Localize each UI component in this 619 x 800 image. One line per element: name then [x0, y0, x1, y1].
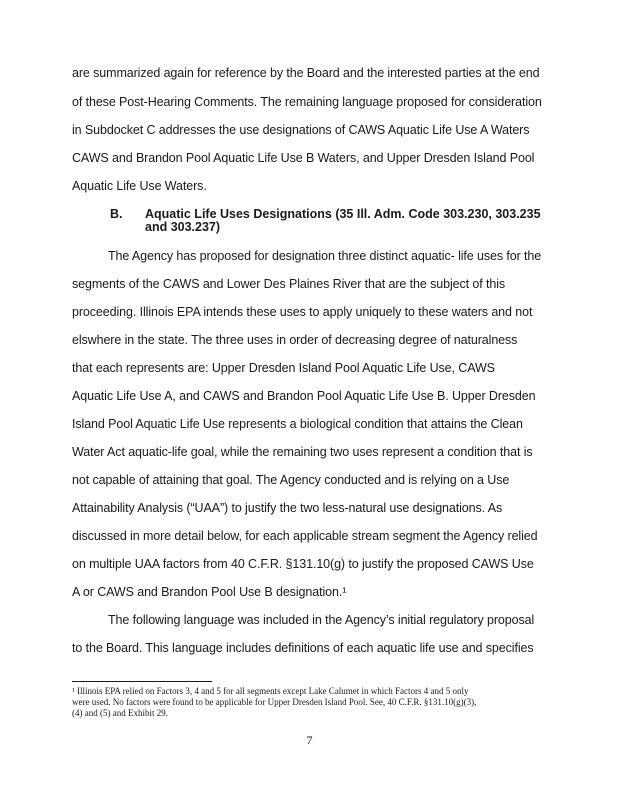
paragraph-3-line-1: The following language was included in the Agency’s initial regulatory proposal — [108, 613, 535, 627]
paragraph-1-line-4: CAWS and Brandon Pool Aquatic Life Use B Waters, and Upper Dresden Island Pool — [72, 151, 535, 165]
paragraph-2-line-6: Aquatic Life Use A, and CAWS and Brandon Pool Aquatic Life Use B. Upper Dresden — [72, 389, 536, 403]
footnote-line-2: were used. No factors were found to be applicable for Upper Dresden Island Pool. See, 40 C.F.R. §131.10(g)(3), — [72, 697, 477, 707]
paragraph-2-line-9: not capable of attaining that goal. The Agency conducted and is relying on a Use — [72, 473, 510, 487]
paragraph-3-line-2: to the Board. This language includes definitions of each aquatic life use and specifies — [72, 641, 534, 655]
paragraph-2-line-10: Attainability Analysis (“UAA”) to justify the two less-natural use designations. As — [72, 501, 503, 515]
footnote-line-1: ¹ Illinois EPA relied on Factors 3, 4 and 5 for all segments except Lake Calumet in which Factors 4 and 5 only — [72, 686, 469, 696]
paragraph-1-line-3: in Subdocket C addresses the use designations of CAWS Aquatic Life Use A Waters — [72, 123, 530, 137]
paragraph-2-line-12: on multiple UAA factors from 40 C.F.R. §131.10(g) to justify the proposed CAWS Use — [72, 557, 534, 571]
section-title-line-1: Aquatic Life Uses Designations (35 Ill. Adm. Code 303.230, 303.235 — [145, 207, 541, 221]
paragraph-2-line-11: discussed in more detail below, for each applicable stream segment the Agency relied — [72, 529, 538, 543]
paragraph-2-line-7: Island Pool Aquatic Life Use represents a biological condition that attains the Clean — [72, 417, 523, 431]
paragraph-2-line-3: proceeding. Illinois EPA intends these uses to apply uniquely to these waters and not — [72, 305, 533, 319]
paragraph-2-line-8: Water Act aquatic-life goal, while the remaining two uses represent a condition that is — [72, 445, 533, 459]
paragraph-1-line-1: are summarized again for reference by the Board and the interested parties at the end — [72, 66, 540, 80]
paragraph-2-line-4: elswhere in the state. The three uses in order of decreasing degree of naturalness — [72, 333, 518, 347]
paragraph-2-line-13: A or CAWS and Brandon Pool Use B designation.¹ — [72, 585, 347, 599]
paragraph-1-line-2: of these Post-Hearing Comments. The remaining language proposed for consideration — [72, 95, 542, 109]
section-letter: B. — [110, 207, 123, 221]
paragraph-2-line-1: The Agency has proposed for designation three distinct aquatic- life uses for the — [108, 249, 542, 263]
footnote-line-3: (4) and (5) and Exhibit 29. — [72, 708, 168, 718]
paragraph-2-line-5: that each represents are: Upper Dresden Island Pool Aquatic Life Use, CAWS — [72, 361, 495, 375]
paragraph-1-line-5: Aquatic Life Use Waters. — [72, 179, 207, 193]
section-title-line-2: and 303.237) — [145, 220, 221, 234]
footnote-separator — [72, 681, 212, 682]
page-number: 7 — [306, 733, 313, 747]
section-heading-cont — [72, 220, 592, 240]
paragraph-2-line-2: segments of the CAWS and Lower Des Plaines River that are the subject of this — [72, 277, 506, 291]
